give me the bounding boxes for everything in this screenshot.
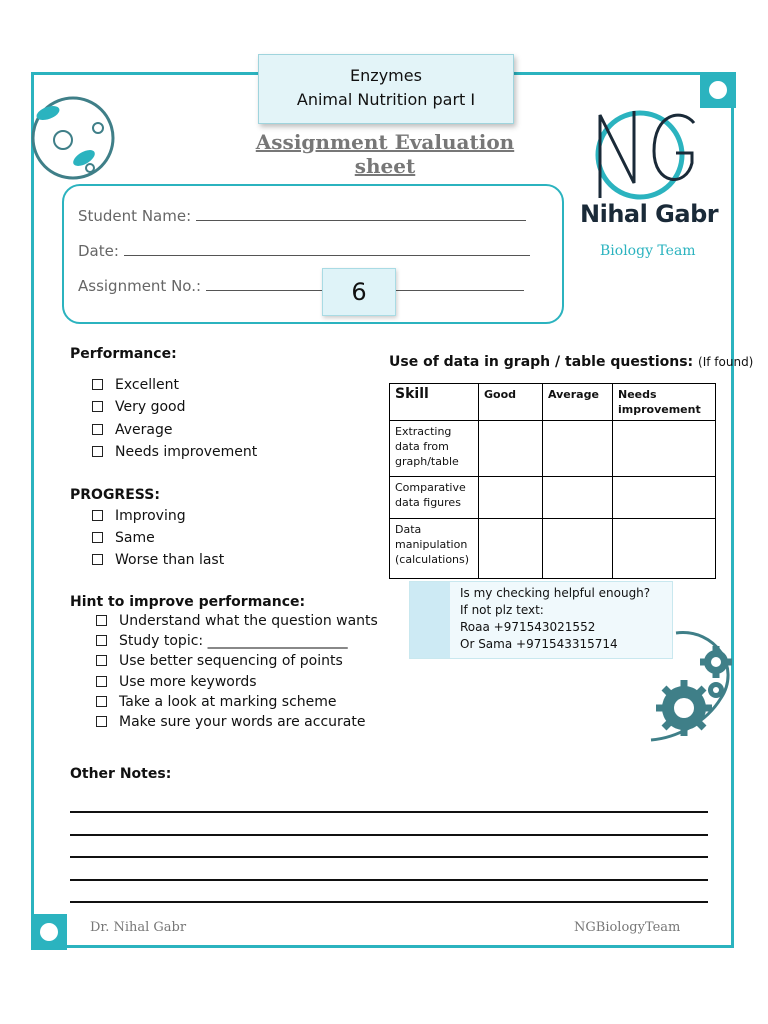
checkbox-icon[interactable] [96,635,107,646]
date-row [78,241,530,260]
student-name-field[interactable] [196,206,526,221]
note-line[interactable] [70,834,708,836]
other-notes-heading: Other Notes: [70,766,172,782]
skill-table [389,383,716,579]
corner-bottom-left [31,914,67,950]
logo-name: Nihal Gabr [580,200,719,228]
skill-cell: Comparative data figures [390,477,479,519]
checkbox-icon[interactable] [92,510,103,521]
col-header: Skill [390,384,479,421]
rating-cell[interactable] [543,421,613,477]
graph-questions-note: (If found) [698,355,754,369]
checkbox-icon[interactable] [92,424,103,435]
graph-questions-heading: Use of data in graph / table questions: (If found) [389,354,754,370]
checkbox-icon[interactable] [96,615,107,626]
checkbox-icon[interactable] [92,554,103,565]
checkbox-icon[interactable] [92,532,103,543]
checkbox-icon[interactable] [92,401,103,412]
checkbox-icon[interactable] [96,716,107,727]
note-line[interactable] [70,856,708,858]
hint-option[interactable]: Make sure your words are accurate [96,714,365,730]
hint-option[interactable]: Understand what the question wants [96,613,378,629]
rating-cell[interactable] [613,477,716,519]
hint-option[interactable]: Use better sequencing of points [96,653,343,669]
note-line[interactable] [70,879,708,881]
rating-cell[interactable] [479,477,543,519]
gears-illustration [636,628,736,746]
hint-option[interactable]: Take a look at marking scheme [96,694,337,710]
checkbox-icon[interactable] [96,655,107,666]
assignment-number: 6 [322,268,396,316]
rating-cell[interactable] [543,519,613,579]
rating-cell[interactable] [479,519,543,579]
note-line[interactable] [70,901,708,903]
hint-option[interactable]: Study topic: ____________________ [96,633,348,649]
progress-option[interactable]: Same [92,530,155,546]
table-row [390,421,716,477]
checkbox-icon[interactable] [92,446,103,457]
ng-logo-icon [582,103,712,203]
date-field[interactable] [124,241,530,256]
performance-option[interactable]: Average [92,422,173,438]
performance-option[interactable]: Needs improvement [92,444,257,460]
rating-cell[interactable] [613,421,716,477]
performance-option[interactable]: Excellent [92,377,179,393]
rating-cell[interactable] [479,421,543,477]
progress-option[interactable]: Worse than last [92,552,224,568]
bacteria-illustration [28,90,118,185]
skill-cell: Data manipulation (calculations) [390,519,479,579]
assignment-row [78,276,524,295]
footer-team: NGBiologyTeam [574,920,681,935]
student-name-row [78,206,526,225]
rating-cell[interactable] [613,519,716,579]
col-header: Good [479,384,543,421]
date-label: Date: [78,242,119,260]
checkbox-icon[interactable] [96,676,107,687]
col-header: Average [543,384,613,421]
checkbox-icon[interactable] [92,379,103,390]
footer-author: Dr. Nihal Gabr [90,920,187,935]
hint-option[interactable]: Use more keywords [96,674,257,690]
table-row [390,519,716,579]
performance-option[interactable]: Very good [92,399,186,415]
checkbox-icon[interactable] [96,696,107,707]
topic-line-2: Animal Nutrition part I [296,90,476,109]
col-header: Needs improvement [613,384,716,421]
topic-box [258,54,514,124]
table-row [390,477,716,519]
contact-note-text: Is my checking helpful enough? If not plz text: Roaa +971543021552 Or Sama +971543315714 [460,586,651,651]
student-name-label: Student Name: [78,207,192,225]
sheet-title: Assignment Evaluation sheet [255,130,515,178]
logo-team: Biology Team [600,243,696,259]
performance-heading: Performance: [70,346,177,362]
rating-cell[interactable] [543,477,613,519]
progress-option[interactable]: Improving [92,508,186,524]
skill-cell: Extracting data from graph/table [390,421,479,477]
topic-line-1: Enzymes [350,66,422,85]
note-stripe [410,582,450,658]
progress-heading: PROGRESS: [70,487,160,503]
table-header-row [390,384,716,421]
assignment-label: Assignment No.: [78,277,202,295]
hints-heading: Hint to improve performance: [70,594,306,610]
note-line[interactable] [70,811,708,813]
contact-note [409,581,673,659]
